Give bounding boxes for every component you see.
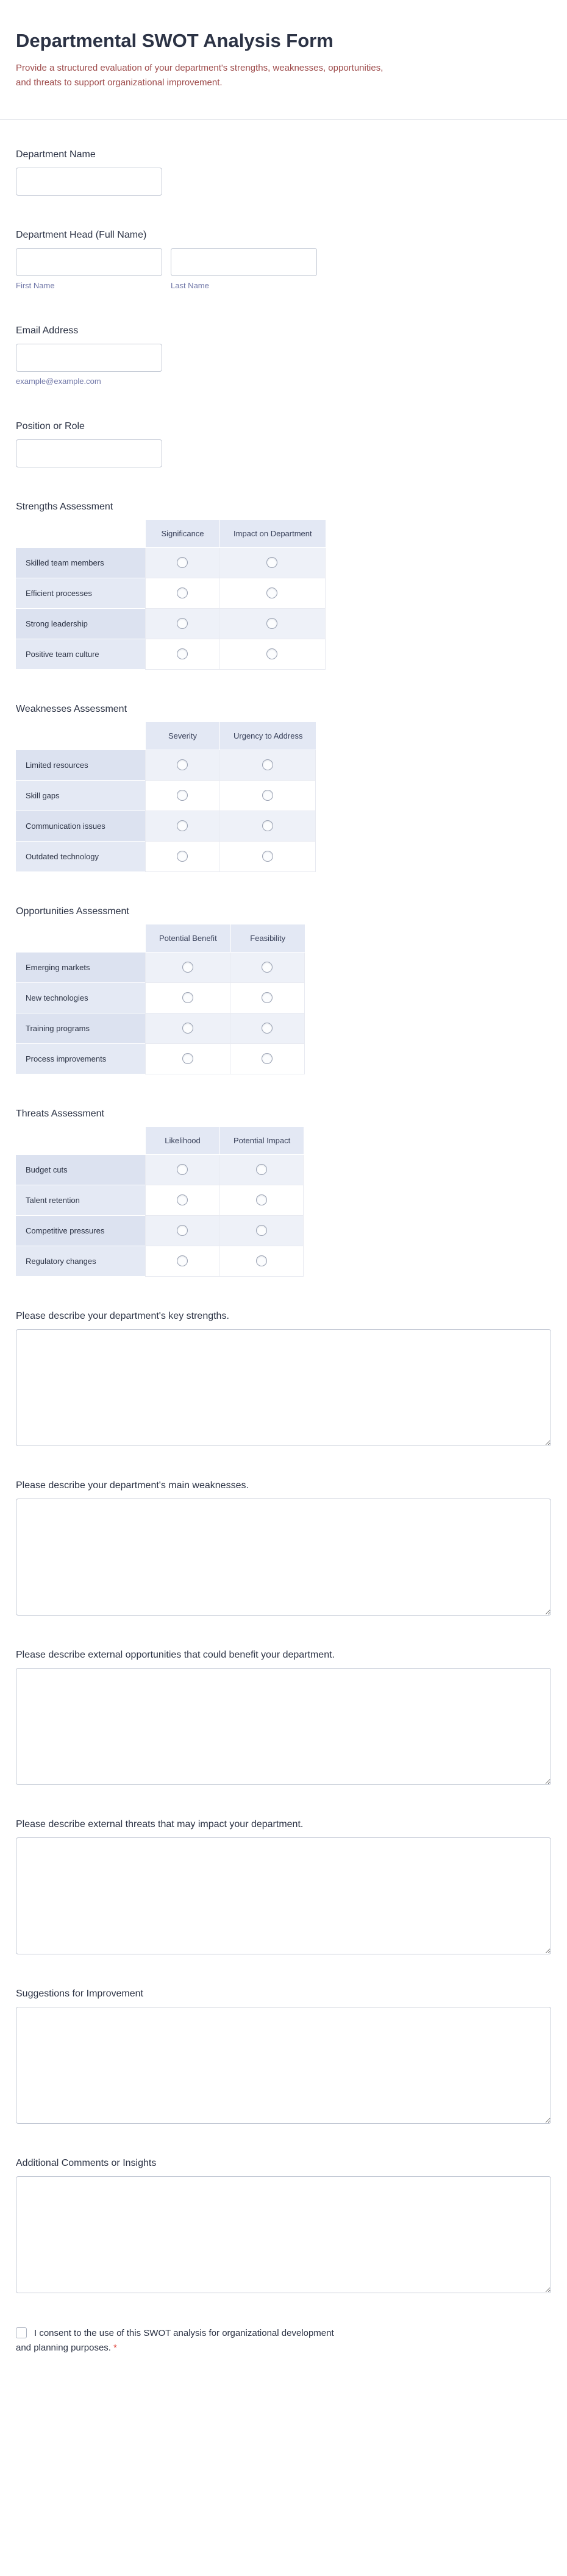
email-hint: example@example.com <box>16 377 101 386</box>
last-name-sublabel: Last Name <box>171 281 209 290</box>
radio-button[interactable] <box>262 992 273 1003</box>
matrix-row-label: Efficient processes <box>16 578 145 609</box>
matrix-cell <box>145 1013 230 1044</box>
matrix-cell <box>145 1216 219 1246</box>
radio-button[interactable] <box>262 1023 273 1034</box>
radio-button[interactable] <box>182 1053 193 1064</box>
matrix-row-label: Outdated technology <box>16 842 145 872</box>
position-label: Position or Role <box>16 421 85 431</box>
form-header <box>16 0 551 90</box>
radio-button[interactable] <box>266 648 277 659</box>
matrix-cell <box>219 781 316 811</box>
department-name-input[interactable] <box>16 168 162 196</box>
matrix-row-label: New technologies <box>16 983 145 1013</box>
matrix-row-label: Limited resources <box>16 750 145 781</box>
additional-comments-textarea[interactable] <box>16 2176 551 2293</box>
radio-button[interactable] <box>266 587 277 598</box>
position-input[interactable] <box>16 439 162 467</box>
radio-button[interactable] <box>177 1255 188 1266</box>
email-input[interactable] <box>16 344 162 372</box>
consent-checkbox[interactable] <box>16 2327 27 2338</box>
external-opportunities-textarea[interactable] <box>16 1668 551 1785</box>
table-row <box>16 548 326 578</box>
department-head-field <box>16 229 551 291</box>
matrix-row-label: Emerging markets <box>16 953 145 983</box>
matrix-row-label: Communication issues <box>16 811 145 842</box>
consent-label: I consent to the use of this SWOT analysis for organizational development and planning purposes. <box>16 2328 334 2353</box>
table-row <box>16 953 305 983</box>
first-name-column <box>16 248 162 291</box>
matrix-cell <box>219 548 326 578</box>
key-strengths-field <box>16 1310 551 1446</box>
matrix-header-row <box>16 520 326 548</box>
threats-assessment-label: Threats Assessment <box>16 1109 104 1119</box>
matrix-cell <box>219 609 326 639</box>
department-name-label: Department Name <box>16 149 96 160</box>
matrix-cell <box>219 842 316 872</box>
position-field <box>16 420 551 467</box>
key-strengths-label: Please describe your department's key strengths. <box>16 1311 229 1321</box>
matrix-row-label: Competitive pressures <box>16 1216 145 1246</box>
radio-button[interactable] <box>177 557 188 568</box>
matrix-column-header: Likelihood <box>145 1127 219 1155</box>
threats-assessment-field <box>16 1107 551 1277</box>
matrix-cell <box>145 609 219 639</box>
matrix-corner-cell <box>16 1127 145 1155</box>
matrix-cell <box>145 811 219 842</box>
main-weaknesses-textarea[interactable] <box>16 1499 551 1616</box>
radio-button[interactable] <box>262 820 273 831</box>
matrix-row-label: Strong leadership <box>16 609 145 639</box>
matrix-cell <box>230 953 305 983</box>
matrix-corner-cell <box>16 924 145 953</box>
radio-button[interactable] <box>262 759 273 770</box>
suggestions-label: Suggestions for Improvement <box>16 1989 143 1999</box>
matrix-column-header: Significance <box>145 520 219 548</box>
radio-button[interactable] <box>256 1225 267 1236</box>
matrix-cell <box>219 578 326 609</box>
department-name-field <box>16 148 551 196</box>
suggestions-field <box>16 1987 551 2124</box>
matrix-row-label: Process improvements <box>16 1044 145 1074</box>
radio-button[interactable] <box>177 851 188 862</box>
table-row <box>16 811 316 842</box>
table-row <box>16 578 326 609</box>
first-name-input[interactable] <box>16 248 162 276</box>
table-row <box>16 1246 304 1277</box>
weaknesses-matrix <box>16 722 316 872</box>
table-row <box>16 781 316 811</box>
matrix-header-row <box>16 1127 304 1155</box>
first-name-sublabel: First Name <box>16 281 55 290</box>
main-weaknesses-field <box>16 1479 551 1616</box>
matrix-cell <box>145 781 219 811</box>
table-row <box>16 1185 304 1216</box>
matrix-cell <box>219 1216 304 1246</box>
radio-button[interactable] <box>177 587 188 598</box>
email-label: Email Address <box>16 325 79 336</box>
external-threats-label: Please describe external threats that may impact your department. <box>16 1819 304 1829</box>
matrix-cell <box>145 983 230 1013</box>
last-name-input[interactable] <box>171 248 317 276</box>
matrix-header-row <box>16 924 305 953</box>
matrix-column-header: Severity <box>145 722 219 750</box>
email-field <box>16 324 551 387</box>
radio-button[interactable] <box>262 851 273 862</box>
radio-button[interactable] <box>177 790 188 801</box>
radio-button[interactable] <box>266 618 277 629</box>
table-row <box>16 842 316 872</box>
key-strengths-textarea[interactable] <box>16 1329 551 1446</box>
matrix-cell <box>145 953 230 983</box>
radio-button[interactable] <box>266 557 277 568</box>
external-opportunities-label: Please describe external opportunities that could benefit your department. <box>16 1650 335 1660</box>
matrix-cell <box>145 1185 219 1216</box>
radio-button[interactable] <box>256 1255 267 1266</box>
external-opportunities-field <box>16 1648 551 1785</box>
matrix-cell <box>230 983 305 1013</box>
matrix-cell <box>219 1185 304 1216</box>
matrix-cell <box>219 811 316 842</box>
radio-button[interactable] <box>177 618 188 629</box>
table-row <box>16 983 305 1013</box>
table-row <box>16 609 326 639</box>
radio-button[interactable] <box>177 759 188 770</box>
consent-row <box>16 2326 339 2355</box>
matrix-row-label: Regulatory changes <box>16 1246 145 1277</box>
matrix-column-header: Urgency to Address <box>219 722 316 750</box>
opportunities-assessment-label: Opportunities Assessment <box>16 906 129 917</box>
radio-button[interactable] <box>262 790 273 801</box>
matrix-cell <box>145 1044 230 1074</box>
suggestions-textarea[interactable] <box>16 2007 551 2124</box>
radio-button[interactable] <box>177 1225 188 1236</box>
matrix-corner-cell <box>16 722 145 750</box>
last-name-column <box>171 248 317 291</box>
matrix-cell <box>219 639 326 670</box>
radio-button[interactable] <box>256 1194 267 1205</box>
matrix-row-label: Talent retention <box>16 1185 145 1216</box>
external-threats-textarea[interactable] <box>16 1837 551 1954</box>
weaknesses-assessment-field <box>16 703 551 872</box>
matrix-cell <box>230 1044 305 1074</box>
radio-button[interactable] <box>182 992 193 1003</box>
additional-comments-label: Additional Comments or Insights <box>16 2158 157 2168</box>
matrix-row-label: Training programs <box>16 1013 145 1044</box>
matrix-row-label: Skill gaps <box>16 781 145 811</box>
table-row <box>16 1013 305 1044</box>
radio-button[interactable] <box>177 648 188 659</box>
opportunities-assessment-field <box>16 905 551 1074</box>
matrix-cell <box>145 578 219 609</box>
page-title: Departmental SWOT Analysis Form <box>16 30 333 51</box>
matrix-cell <box>145 750 219 781</box>
external-threats-field <box>16 1818 551 1954</box>
additional-comments-field <box>16 2157 551 2293</box>
table-row <box>16 1216 304 1246</box>
matrix-column-header: Impact on Department <box>219 520 326 548</box>
radio-button[interactable] <box>262 1053 273 1064</box>
radio-button[interactable] <box>177 1194 188 1205</box>
matrix-cell <box>219 1246 304 1277</box>
matrix-row-label: Positive team culture <box>16 639 145 670</box>
matrix-header-row <box>16 722 316 750</box>
radio-button[interactable] <box>182 1023 193 1034</box>
radio-button[interactable] <box>182 962 193 973</box>
header-divider <box>0 119 567 120</box>
matrix-cell <box>230 1013 305 1044</box>
matrix-row-label: Skilled team members <box>16 548 145 578</box>
table-row <box>16 1044 305 1074</box>
table-row <box>16 639 326 670</box>
matrix-cell <box>145 548 219 578</box>
strengths-matrix <box>16 520 326 670</box>
strengths-assessment-label: Strengths Assessment <box>16 502 113 512</box>
matrix-corner-cell <box>16 520 145 548</box>
opportunities-matrix <box>16 924 305 1074</box>
matrix-cell <box>145 842 219 872</box>
table-row <box>16 750 316 781</box>
matrix-column-header: Potential Benefit <box>145 924 230 953</box>
radio-button[interactable] <box>262 962 273 973</box>
threats-matrix <box>16 1127 304 1277</box>
matrix-cell <box>145 639 219 670</box>
matrix-cell <box>219 1155 304 1185</box>
matrix-row-label: Budget cuts <box>16 1155 145 1185</box>
strengths-assessment-field <box>16 500 551 670</box>
matrix-cell <box>145 1155 219 1185</box>
radio-button[interactable] <box>177 820 188 831</box>
matrix-column-header: Feasibility <box>230 924 305 953</box>
required-asterisk: * <box>113 2343 117 2353</box>
name-input-pair <box>16 248 551 291</box>
form-subtitle: Provide a structured evaluation of your department's strengths, weaknesses, opportunities, and threats to support organizational improvement. <box>16 63 383 88</box>
radio-button[interactable] <box>177 1164 188 1175</box>
department-head-label: Department Head (Full Name) <box>16 230 147 240</box>
matrix-column-header: Potential Impact <box>219 1127 304 1155</box>
matrix-cell <box>219 750 316 781</box>
radio-button[interactable] <box>256 1164 267 1175</box>
table-row <box>16 1155 304 1185</box>
main-weaknesses-label: Please describe your department's main weaknesses. <box>16 1480 249 1491</box>
weaknesses-assessment-label: Weaknesses Assessment <box>16 704 127 714</box>
matrix-cell <box>145 1246 219 1277</box>
